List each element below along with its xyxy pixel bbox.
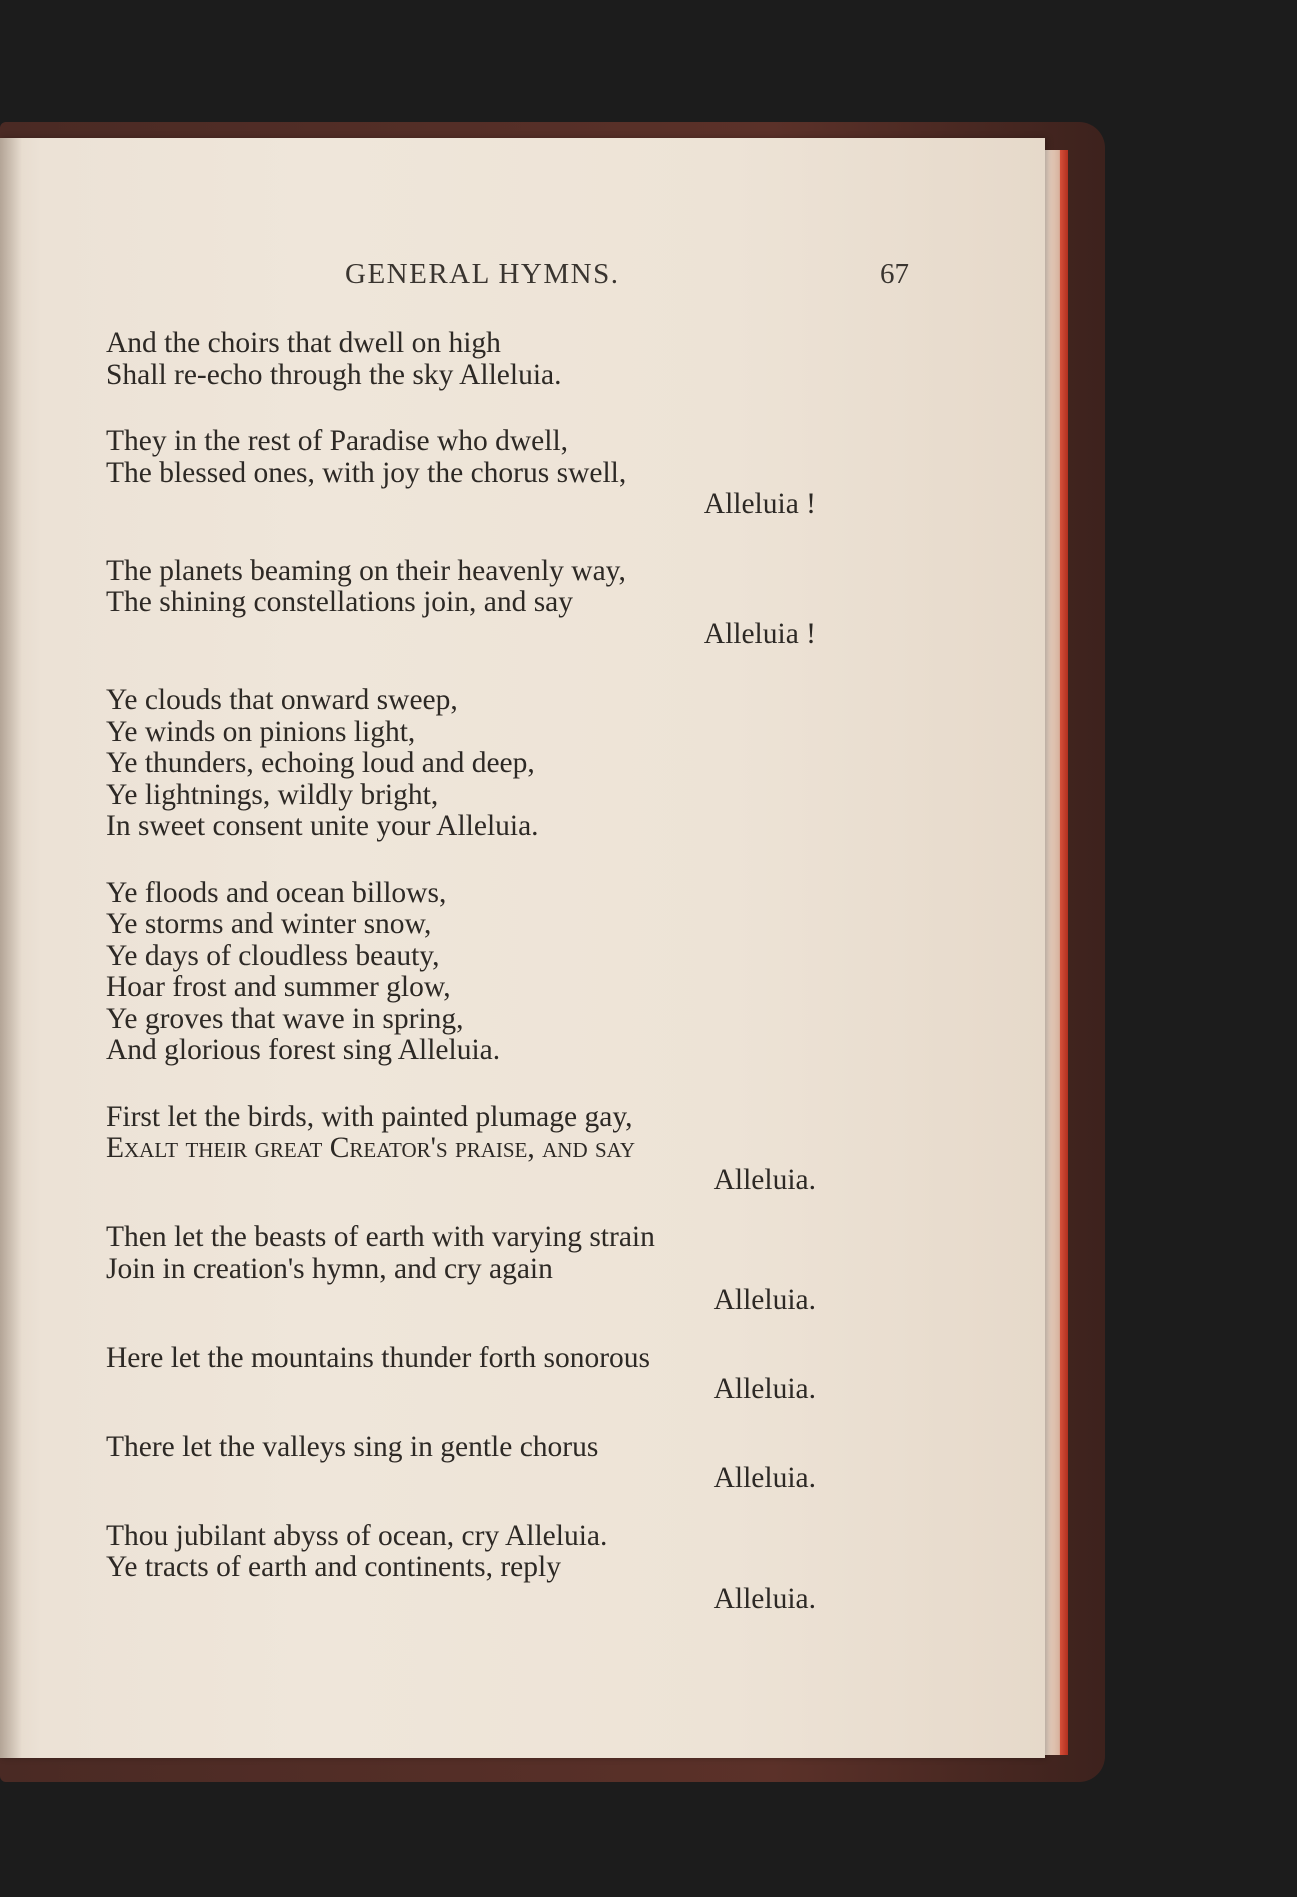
refrain: Alleluia ! [703,488,816,520]
verse-line: They in the rest of Paradise who dwell, [106,425,569,457]
stanza [106,556,826,651]
running-head: GENERAL HYMNS. [345,258,620,290]
stanza [106,1222,826,1317]
stanza [106,878,826,1067]
page-header [0,258,1297,298]
refrain: Alleluia ! [703,617,816,650]
verse-line: Ye clouds that onward sweep, [106,684,458,716]
verse-line: Ye storms and winter snow, [106,908,432,940]
refrain: Alleluia. [713,1284,816,1316]
stanza [106,1432,826,1495]
verse-line: Ye tracts of earth and continents, reply [106,1551,561,1583]
verse-line: In sweet consent unite your Alleluia. [106,810,539,842]
verse-line: The planets beaming on their heavenly way, [106,554,626,587]
hymn-text [106,328,826,1641]
stanza [106,328,826,391]
verse-line: Ye lightnings, wildly bright, [106,778,439,811]
verse-line: And glorious forest sing Alleluia. [106,1034,501,1066]
stanza [106,1521,826,1616]
verse-line: There let the valleys sing in gentle chorus [106,1430,599,1463]
verse-line: Ye thunders, echoing loud and deep, [106,747,535,779]
verse-line: The shining constellations join, and say [106,586,574,618]
refrain: Alleluia. [713,1373,816,1405]
verse-line: Ye winds on pinions light, [106,715,416,748]
refrain: Alleluia. [713,1163,816,1196]
verse-line: Shall re-echo through the sky Alleluia. [106,358,562,391]
refrain: Alleluia. [713,1582,816,1615]
verse-line: Ye days of cloudless beauty, [106,939,440,972]
verse-line: Join in creation's hymn, and cry again [106,1252,553,1285]
verse-line: The blessed ones, with joy the chorus swell, [106,456,627,489]
verse-line: And the choirs that dwell on high [106,327,501,359]
verse-line: Exalt their great Creator's praise, and say [106,1132,636,1164]
refrain: Alleluia. [713,1462,816,1494]
verse-line: Hoar frost and summer glow, [106,971,451,1003]
stanza [106,685,826,843]
stanza [106,426,826,521]
verse-line: Ye floods and ocean billows, [106,876,447,909]
stanza [106,1343,826,1406]
verse-line: First let the birds, with painted plumage gay, [106,1100,633,1133]
verse-line: Ye groves that wave in spring, [106,1002,464,1035]
verse-line: Thou jubilant abyss of ocean, cry Alleluia. [106,1519,608,1552]
page-number: 67 [880,258,909,290]
verse-line: Then let the beasts of earth with varying strain [106,1221,655,1253]
stanza [106,1102,826,1197]
verse-line: Here let the mountains thunder forth sonorous [106,1341,650,1374]
gutter-shadow [0,138,22,1758]
